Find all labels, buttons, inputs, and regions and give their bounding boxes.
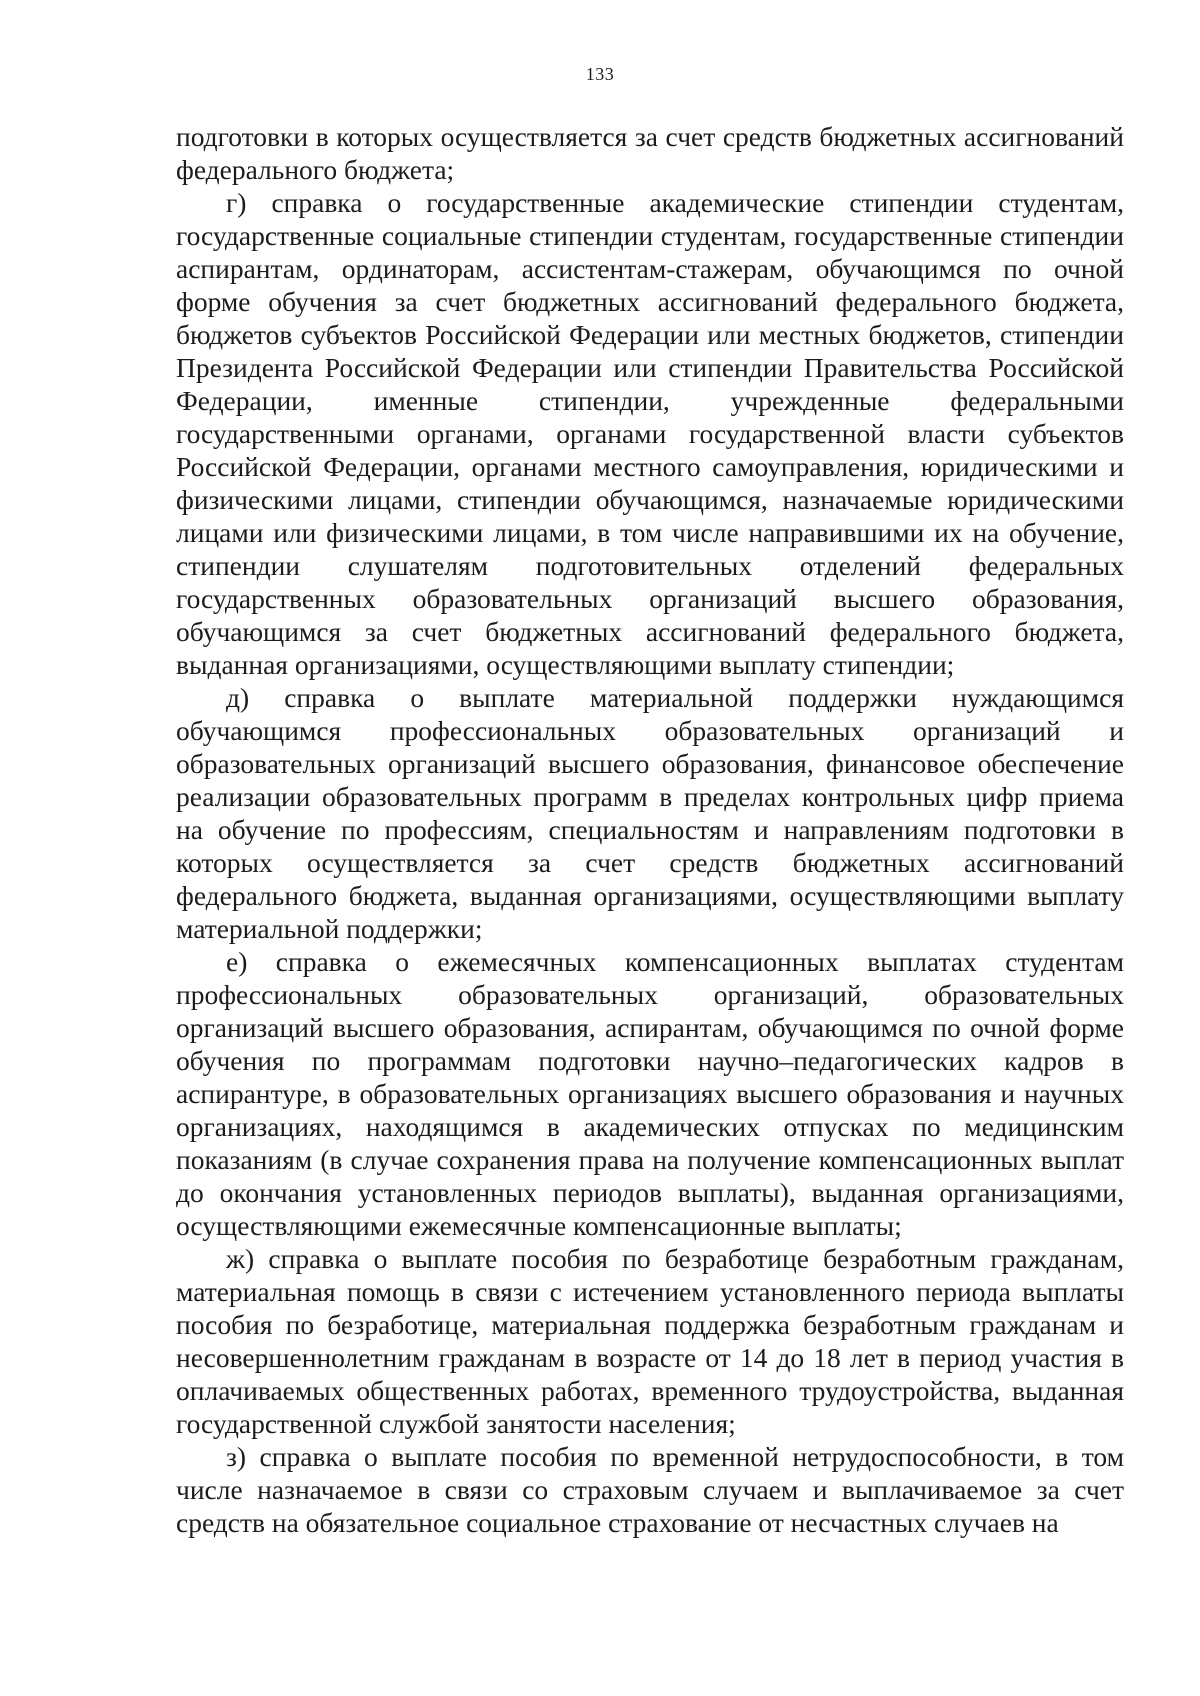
- paragraph-item-z: з) справка о выплате пособия по временной нетрудоспособности, в том числе назначаемое в связи со страховым случаем и выплачиваемое за счет средств на обязательное социальное страхование от несчастных случаев на: [176, 1441, 1124, 1538]
- paragraph-item-g: г) справка о государственные академические стипендии студентам, государственные социальные стипендии студентам, государственные стипендии аспирантам, ординаторам, ассистентам-стажерам, обучающимся по очной форме обучения за счет бюджетных ассигнований федерального бюджета, бюджетов субъектов Российской Федерации или местных бюджетов, стипендии Президента Российской Федерации или стипендии Правительства Российской Федерации, именные стипендии, учрежденные федеральными государственными органами, органами государственной власти субъектов Российской Федерации, органами местного самоуправления, юридическими и физическими лицами, стипендии обучающимся, назначаемые юридическими лицами или физическими лицами, в том числе направившими их на обучение, стипендии слушателям подготовительных отделений федеральных государственных образовательных организаций высшего образования, обучающимся за счет бюджетных ассигнований федерального бюджета, выданная организациями, осуществляющими выплату стипендии;: [176, 187, 1124, 680]
- paragraph-item-e: е) справка о ежемесячных компенсационных выплатах студентам профессиональных образовательных организаций, образовательных организаций высшего образования, аспирантам, обучающимся по очной форме обучения по программам подготовки научно–педагогических кадров в аспирантуре, в образовательных организациях высшего образования и научных организациях, находящимся в академических отпусках по медицинским показаниям (в случае сохранения права на получение компенсационных выплат до окончания установленных периодов выплаты), выданная организациями, осуществляющими ежемесячные компенсационные выплаты;: [176, 946, 1124, 1241]
- paragraph-item-d: д) справка о выплате материальной поддержки нуждающимся обучающимся профессиональных образовательных организаций и образовательных организаций высшего образования, финансовое обеспечение реализации образовательных программ в пределах контрольных цифр приема на обучение по профессиям, специальностям и направлениям подготовки в которых осуществляется за счет средств бюджетных ассигнований федерального бюджета, выданная организациями, осуществляющими выплату материальной поддержки;: [176, 682, 1124, 944]
- paragraph-item-zh: ж) справка о выплате пособия по безработице безработным гражданам, материальная помощь в связи с истечением установленного периода выплаты пособия по безработице, материальная поддержка безработным гражданам и несовершеннолетним гражданам в возрасте от 14 до 18 лет в период участия в оплачиваемых общественных работах, временного трудоустройства, выданная государственной службой занятости населения;: [176, 1243, 1124, 1439]
- paragraph-continuation: подготовки в которых осуществляется за счет средств бюджетных ассигнований федерального бюджета;: [176, 121, 1124, 185]
- document-body: [176, 120, 1124, 1539]
- page-number: 133: [585, 64, 615, 84]
